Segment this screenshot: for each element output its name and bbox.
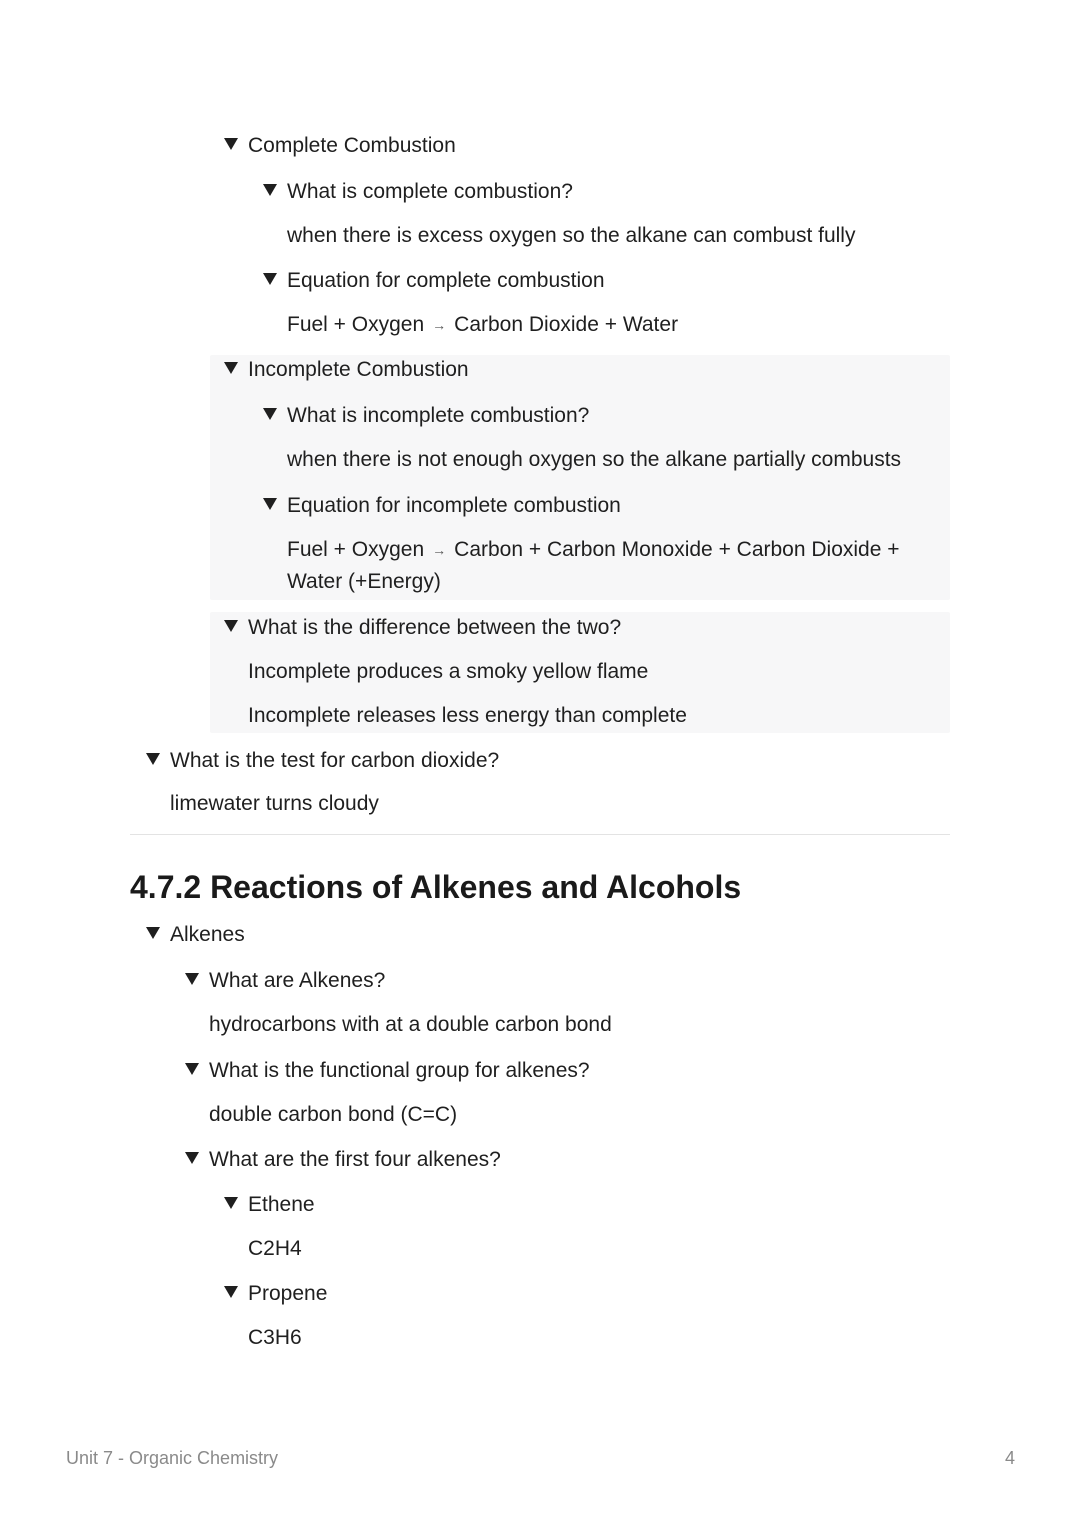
toggle-triangle-icon bbox=[224, 362, 238, 374]
alkenes-title: Alkenes bbox=[170, 923, 245, 946]
answer-text: when there is excess oxygen so the alkane can combust fully bbox=[287, 224, 856, 247]
toggle-triangle-icon bbox=[224, 1197, 238, 1209]
arrow-icon: → bbox=[432, 317, 447, 333]
question-text: What are the first four alkenes? bbox=[209, 1148, 501, 1171]
answer-text: hydrocarbons with at a double carbon bond bbox=[209, 1013, 612, 1036]
toggle-triangle-icon bbox=[224, 138, 238, 150]
answer-text: when there is not enough oxygen so the alkane partially combusts bbox=[287, 448, 902, 471]
toggle-functional-group[interactable] bbox=[185, 1055, 590, 1087]
toggle-incomplete-combustion[interactable] bbox=[224, 354, 469, 386]
question-text: What is incomplete combustion? bbox=[287, 404, 590, 427]
equation-incomplete-cont: Water (+Energy) bbox=[287, 570, 441, 593]
toggle-equation-incomplete[interactable] bbox=[263, 490, 621, 522]
answer-text: limewater turns cloudy bbox=[170, 792, 379, 815]
toggle-what-are-alkenes[interactable] bbox=[185, 965, 385, 997]
incomplete-combustion-title: Incomplete Combustion bbox=[248, 358, 469, 381]
toggle-triangle-icon bbox=[224, 1286, 238, 1298]
toggle-triangle-icon bbox=[263, 184, 277, 196]
section-divider bbox=[130, 834, 950, 835]
answer-text: Incomplete produces a smoky yellow flame bbox=[248, 660, 649, 683]
toggle-triangle-icon bbox=[146, 927, 160, 939]
question-text: What is the difference between the two? bbox=[248, 616, 622, 639]
toggle-equation-complete[interactable] bbox=[263, 265, 605, 297]
equation-rhs: Carbon + Carbon Monoxide + Carbon Dioxide + bbox=[454, 538, 900, 561]
equation-lhs: Fuel + Oxygen bbox=[287, 313, 425, 336]
question-text: Equation for incomplete combustion bbox=[287, 494, 621, 517]
arrow-icon: → bbox=[432, 542, 447, 558]
question-text: What is the functional group for alkenes? bbox=[209, 1059, 590, 1082]
toggle-triangle-icon bbox=[185, 1152, 199, 1164]
section-heading: 4.7.2 Reactions of Alkenes and Alcohols bbox=[130, 869, 742, 905]
ethene-label: Ethene bbox=[248, 1193, 315, 1216]
equation-lhs: Fuel + Oxygen bbox=[287, 538, 425, 561]
toggle-triangle-icon bbox=[185, 1063, 199, 1075]
equation-rhs: Carbon Dioxide + Water bbox=[454, 313, 679, 336]
propene-label: Propene bbox=[248, 1282, 328, 1305]
question-text: What is complete combustion? bbox=[287, 180, 573, 203]
toggle-propene[interactable] bbox=[224, 1278, 327, 1310]
footer-unit: Unit 7 - Organic Chemistry bbox=[66, 1448, 279, 1468]
toggle-ethene[interactable] bbox=[224, 1189, 315, 1221]
answer-text: double carbon bond (C=C) bbox=[209, 1103, 458, 1126]
toggle-co2-test[interactable] bbox=[146, 745, 499, 777]
toggle-first-four-alkenes[interactable] bbox=[185, 1144, 501, 1176]
toggle-triangle-icon bbox=[263, 498, 277, 510]
toggle-triangle-icon bbox=[263, 273, 277, 285]
toggle-what-is-incomplete[interactable] bbox=[263, 400, 589, 432]
question-text: What is the test for carbon dioxide? bbox=[170, 749, 500, 772]
toggle-triangle-icon bbox=[185, 973, 199, 985]
complete-combustion-title: Complete Combustion bbox=[248, 134, 456, 157]
ethene-formula: C2H4 bbox=[248, 1237, 302, 1260]
question-text: Equation for complete combustion bbox=[287, 269, 605, 292]
toggle-triangle-icon bbox=[224, 620, 238, 632]
toggle-triangle-icon bbox=[146, 753, 160, 765]
question-text: What are Alkenes? bbox=[209, 969, 386, 992]
equation-complete bbox=[287, 309, 678, 341]
propene-formula: C3H6 bbox=[248, 1326, 302, 1349]
toggle-difference[interactable] bbox=[224, 612, 621, 644]
toggle-triangle-icon bbox=[263, 408, 277, 420]
toggle-alkenes[interactable] bbox=[146, 919, 245, 951]
toggle-complete-combustion[interactable] bbox=[224, 130, 456, 162]
answer-text: Incomplete releases less energy than complete bbox=[248, 704, 687, 727]
equation-incomplete bbox=[287, 534, 900, 566]
footer-page-number: 4 bbox=[1004, 1448, 1015, 1468]
toggle-what-is-complete[interactable] bbox=[263, 176, 573, 208]
